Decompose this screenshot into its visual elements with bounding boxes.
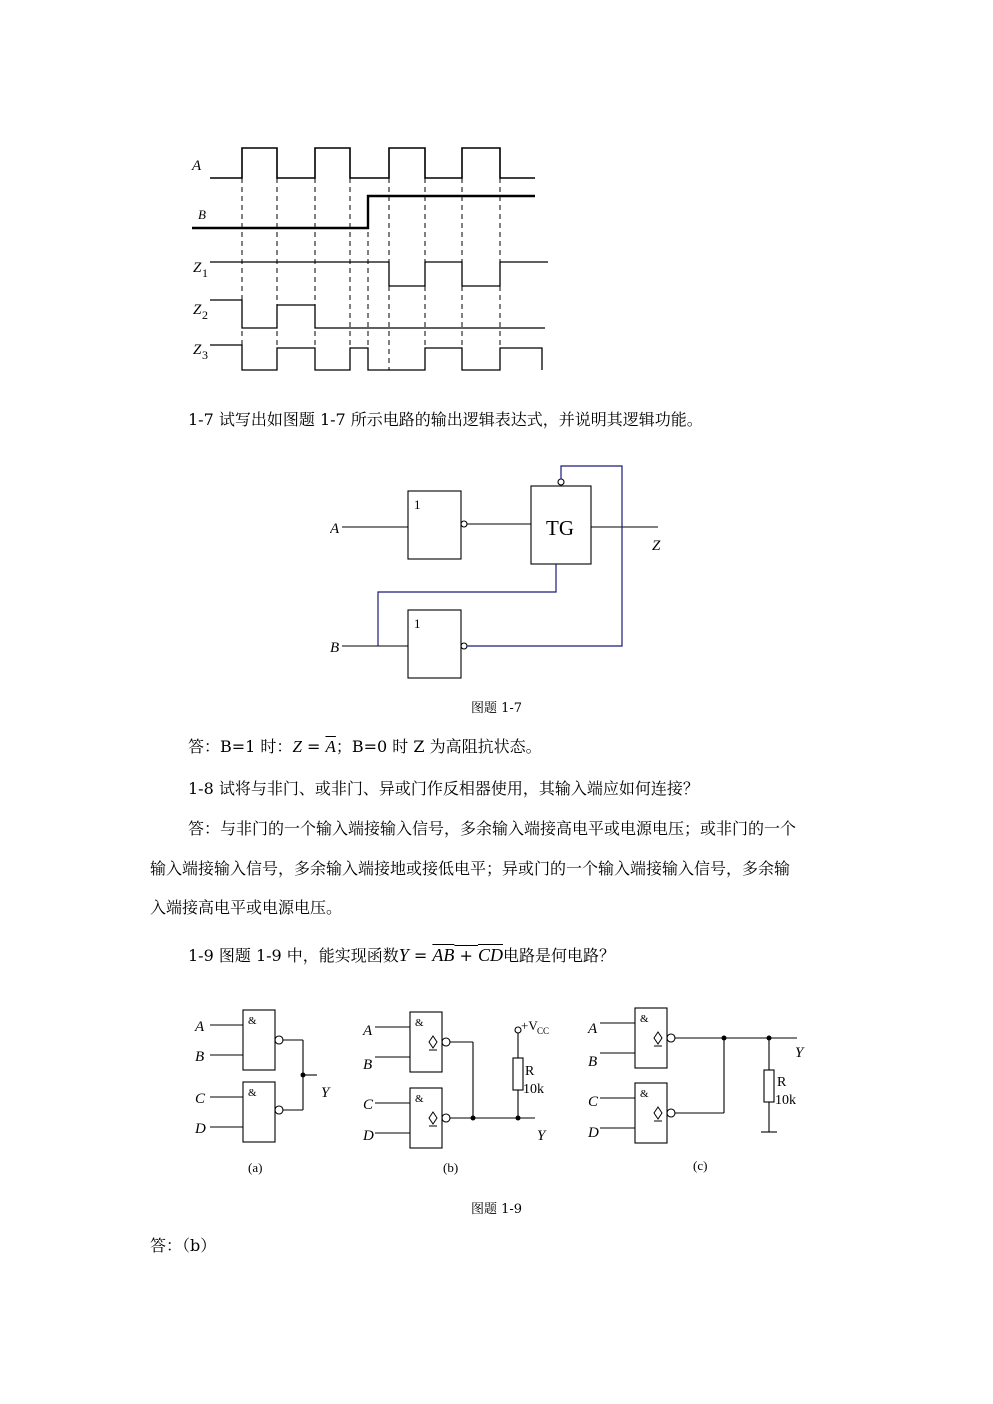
svg-text:&: & — [248, 1015, 257, 1027]
svg-text:3: 3 — [202, 348, 208, 362]
a-bar: $\overline{A}$ — [325, 737, 336, 756]
input-a-label: A — [330, 521, 340, 537]
output-z-label: Z — [652, 538, 661, 554]
answer-1-8-line1: 答：与非门的一个输入端接输入信号，多余输入端接高电平或电源电压；或非门的一个 — [188, 819, 797, 838]
circuit-a-input-d: D — [195, 1121, 206, 1137]
svg-text:&: & — [248, 1087, 257, 1099]
answer-1-8-line2: 输入端接输入信号，多余输入端接地或接低电平；异或门的一个输入端接输入信号，多余输 — [150, 859, 791, 878]
svg-text:&: & — [640, 1013, 649, 1025]
svg-text:1: 1 — [202, 266, 208, 280]
circuit-c-output-y: Y — [795, 1045, 804, 1061]
question-1-9: 1-9 图题 1-9 中，能实现函数Y = AB + CD电路是何电路？ — [188, 945, 615, 965]
circuit-a-output-y: Y — [321, 1085, 330, 1101]
input-b-label: B — [330, 640, 340, 656]
figure-1-9-circuits — [185, 1000, 825, 1185]
signal-label-z1: Z — [193, 260, 202, 276]
vcc-label: +V — [521, 1018, 538, 1033]
circuit-b-resistor — [513, 1058, 523, 1090]
svg-text:10k: 10k — [775, 1093, 796, 1108]
svg-text:2: 2 — [202, 308, 208, 322]
signal-label-a: A — [192, 158, 202, 174]
circuit-a-input-c: C — [195, 1091, 206, 1107]
circuit-a-input-a: A — [195, 1019, 205, 1035]
circuit-c-input-b: B — [588, 1054, 598, 1070]
figure-1-7-caption: 图题 1-7 — [471, 701, 523, 716]
subcaption-c: (c) — [693, 1158, 708, 1173]
circuit-c-input-a: A — [588, 1021, 598, 1037]
waveform-z1 — [210, 262, 548, 286]
gate2-label: 1 — [414, 616, 421, 631]
signal-label-z3: Z — [193, 342, 202, 358]
answer-1-7: 答：B=1 时：$Z = \overline{A}$；B=0 时 Z 为高阻抗状态。 — [188, 737, 542, 756]
subcaption-a: (a) — [248, 1160, 263, 1175]
signal-label-z2: Z — [193, 302, 202, 318]
answer-1-9: 答：（b） — [150, 1236, 217, 1255]
svg-text:&: & — [415, 1093, 424, 1105]
gate1-label: 1 — [414, 497, 421, 512]
question-1-7: 1-7 试写出如图题 1-7 所示电路的输出逻辑表达式，并说明其逻辑功能。 — [188, 410, 703, 429]
signal-label-b: B — [198, 207, 206, 222]
question-1-8: 1-8 试将与非门、或非门、异或门作反相器使用，其输入端应如何连接？ — [188, 779, 699, 798]
function-expression: AB + CD — [432, 945, 503, 965]
answer-1-8-line3: 入端接高电平或电源电压。 — [150, 898, 343, 917]
circuit-b-input-d: D — [363, 1128, 374, 1144]
svg-text:&: & — [640, 1088, 649, 1100]
waveform-z2 — [210, 300, 545, 328]
circuit-a-input-b: B — [195, 1049, 205, 1065]
circuit-b-input-a: A — [363, 1023, 373, 1039]
waveform-b — [192, 196, 535, 228]
svg-text:10k: 10k — [523, 1082, 544, 1097]
circuit-c-input-d: D — [588, 1125, 599, 1141]
subcaption-b: (b) — [443, 1160, 459, 1175]
svg-text:CC: CC — [537, 1026, 550, 1036]
circuit-b-input-b: B — [363, 1057, 373, 1073]
svg-text:R: R — [777, 1075, 787, 1090]
timing-diagram — [180, 138, 560, 383]
figure-1-9-caption: 图题 1-9 — [471, 1202, 523, 1217]
svg-text:&: & — [415, 1017, 424, 1029]
circuit-b-input-c: C — [363, 1097, 374, 1113]
tg-label: TG — [546, 516, 574, 540]
figure-1-7-circuit — [330, 458, 670, 688]
svg-text:R: R — [525, 1064, 535, 1079]
circuit-b-output-y: Y — [537, 1128, 546, 1144]
waveform-z3 — [210, 345, 542, 370]
circuit-c-resistor — [764, 1070, 774, 1102]
circuit-c-input-c: C — [588, 1094, 599, 1110]
waveform-a — [210, 148, 535, 178]
